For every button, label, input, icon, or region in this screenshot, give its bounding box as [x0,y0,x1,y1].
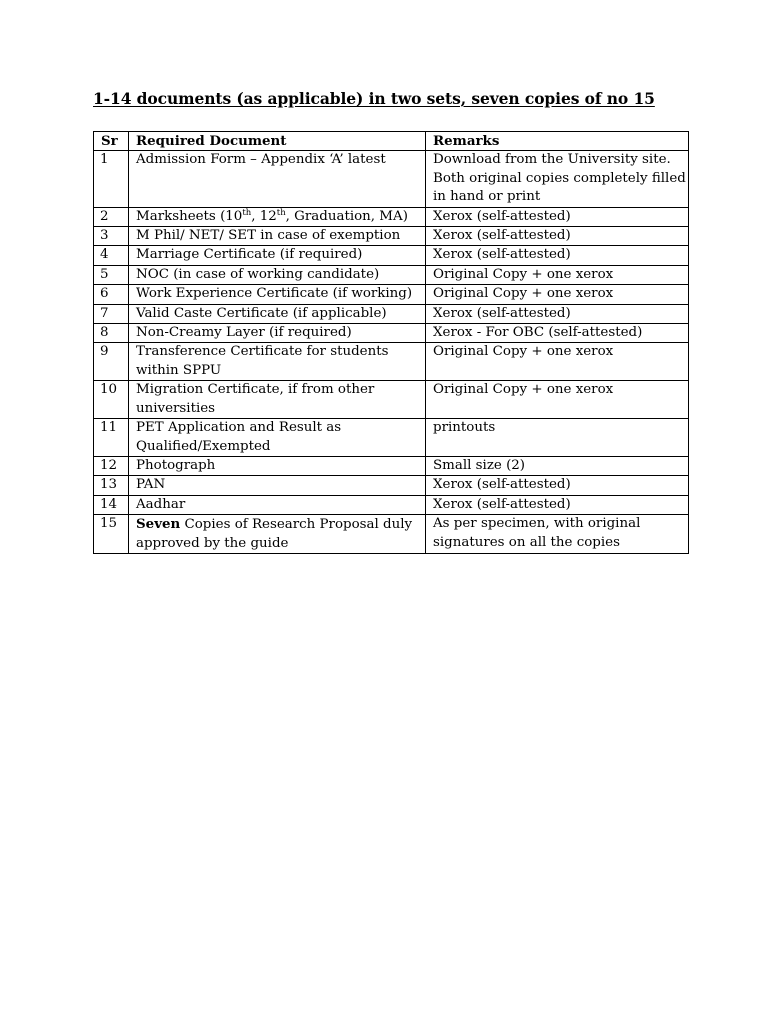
row-remarks: Original Copy + one xerox [426,381,689,419]
row-document: M Phil/ NET/ SET in case of exemption [129,227,426,246]
row-sr: 5 [94,265,129,284]
table-row [94,207,689,226]
row-sr: 10 [94,381,129,419]
header-sr: Sr [94,132,129,151]
row-sr: 14 [94,495,129,514]
row-remarks: Small size (2) [426,456,689,475]
row-sr: 13 [94,476,129,495]
table-row [94,381,689,419]
row-document: PET Application and Result as Qualified/Exempted [129,419,426,457]
row-remarks: Xerox (self-attested) [426,495,689,514]
row-remarks: As per specimen, with original signatures on all the copies [426,515,689,554]
header-required-document: Required Document [129,132,426,151]
table-row [94,476,689,495]
row-sr: 3 [94,227,129,246]
row-document: Aadhar [129,495,426,514]
table-row [94,495,689,514]
row-remarks: Xerox (self-attested) [426,304,689,323]
table-row [94,227,689,246]
row-document: NOC (in case of working candidate) [129,265,426,284]
table-row [94,515,689,554]
documents-table [93,131,689,554]
row-remarks: Original Copy + one xerox [426,343,689,381]
table-row [94,265,689,284]
row-sr: 9 [94,343,129,381]
row-document: Marriage Certificate (if required) [129,246,426,265]
row-remarks: Xerox (self-attested) [426,207,689,226]
row-remarks: Original Copy + one xerox [426,265,689,284]
row-document: Seven Copies of Research Proposal duly approved by the guide [129,515,426,554]
table-row [94,285,689,304]
table-row [94,419,689,457]
table-row [94,343,689,381]
row-remarks: Xerox (self-attested) [426,476,689,495]
row-document: Marksheets (10th, 12th, Graduation, MA) [129,207,426,226]
row-sr: 15 [94,515,129,554]
row-sr: 6 [94,285,129,304]
row-remarks: printouts [426,419,689,457]
row-sr: 4 [94,246,129,265]
page-title: 1-14 documents (as applicable) in two sets, seven copies of no 15 [93,89,655,108]
table-row [94,151,689,207]
row-sr: 12 [94,456,129,475]
row-document: Non-Creamy Layer (if required) [129,324,426,343]
row-sr: 1 [94,151,129,207]
table-row [94,324,689,343]
row-sr: 7 [94,304,129,323]
row-document: Migration Certificate, if from other universities [129,381,426,419]
row-remarks: Xerox - For OBC (self-attested) [426,324,689,343]
row-remarks: Xerox (self-attested) [426,227,689,246]
row-document: Photograph [129,456,426,475]
row-document: Transference Certificate for students within SPPU [129,343,426,381]
row-document: Valid Caste Certificate (if applicable) [129,304,426,323]
row-sr: 8 [94,324,129,343]
table-row [94,456,689,475]
table-header-row [94,132,689,151]
row-document: Admission Form – Appendix ‘A’ latest [129,151,426,207]
row-remarks: Download from the University site. Both original copies completely filled in hand or print [426,151,689,207]
row-sr: 2 [94,207,129,226]
header-remarks: Remarks [426,132,689,151]
row-document: Work Experience Certificate (if working) [129,285,426,304]
table-row [94,246,689,265]
row-remarks: Original Copy + one xerox [426,285,689,304]
row-remarks: Xerox (self-attested) [426,246,689,265]
table-row [94,304,689,323]
row-sr: 11 [94,419,129,457]
row-document: PAN [129,476,426,495]
